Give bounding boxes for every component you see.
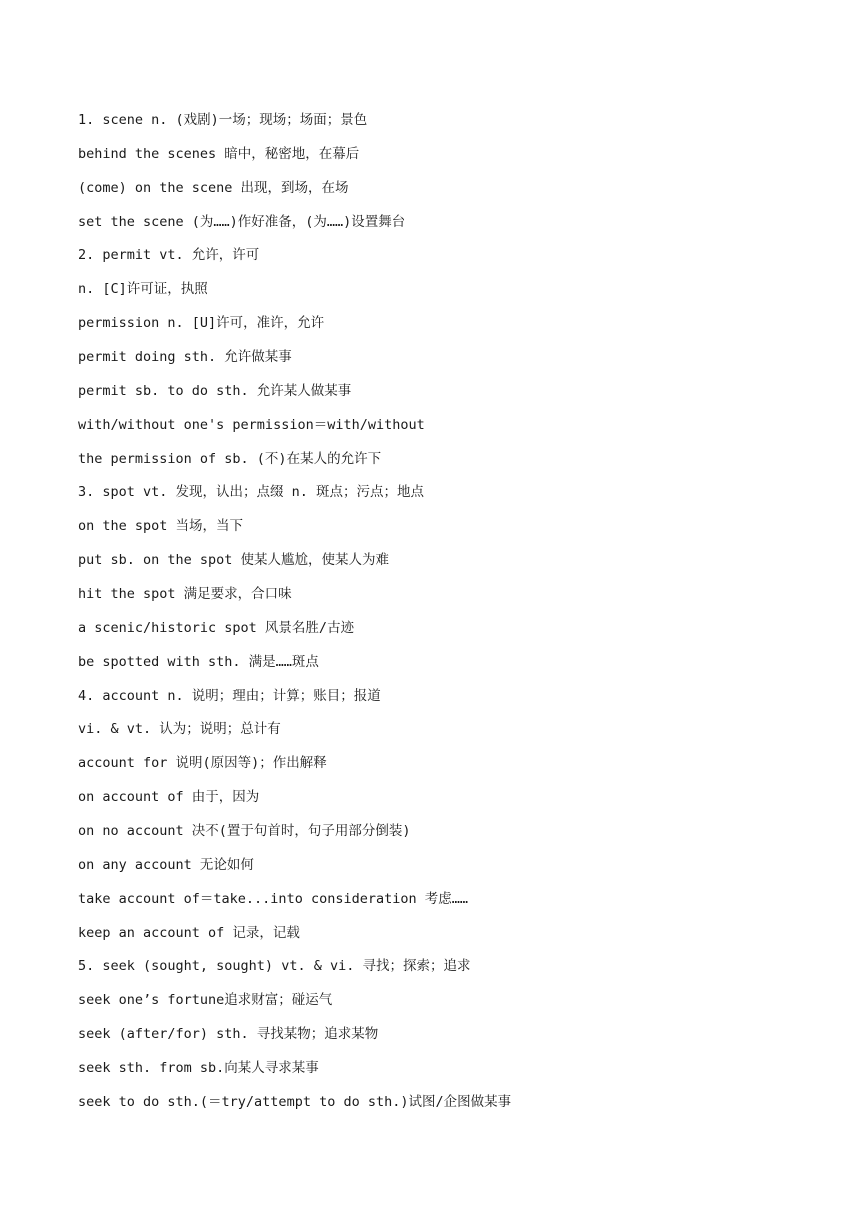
text-line: permit doing sth. 允许做某事 [78, 349, 292, 366]
text-line: the permission of sb. (不)在某人的允许下 [78, 450, 382, 467]
vocabulary-list [78, 108, 798, 1124]
text-line: seek sth. from sb.向某人寻求某事 [78, 1060, 319, 1077]
text-line: set the scene (为……)作好准备，(为……)设置舞台 [78, 213, 406, 230]
text-line: with/without one's permission＝with/without [78, 416, 425, 433]
text-line: 1. scene n. (戏剧)一场；现场；场面；景色 [78, 112, 368, 128]
text-line: (come) on the scene 出现，到场，在场 [78, 179, 349, 196]
text-line: be spotted with sth. 满是……斑点 [78, 653, 319, 670]
text-line: on no account 决不(置于句首时，句子用部分倒装) [78, 823, 411, 840]
text-line: put sb. on the spot 使某人尴尬，使某人为难 [78, 552, 390, 569]
text-line: hit the spot 满足要求，合口味 [78, 586, 292, 603]
text-line: 3. spot vt. 发现，认出；点缀 n. 斑点；污点；地点 [78, 484, 425, 501]
text-line: a scenic/historic spot 风景名胜/古迹 [78, 619, 355, 636]
text-line: account for 说明(原因等)；作出解释 [78, 755, 327, 772]
text-line: on account of 由于，因为 [78, 789, 260, 806]
text-line: n. [C]许可证，执照 [78, 281, 208, 298]
text-line: on the spot 当场，当下 [78, 518, 244, 535]
text-line: permit sb. to do sth. 允许某人做某事 [78, 382, 352, 399]
text-line: 2. permit vt. 允许，许可 [78, 247, 260, 264]
text-line: behind the scenes 暗中，秘密地，在幕后 [78, 145, 360, 162]
text-line: seek (after/for) sth. 寻找某物；追求某物 [78, 1026, 379, 1043]
text-line: seek to do sth.(＝try/attempt to do sth.)试图/企图做某事 [78, 1093, 512, 1110]
text-line: 5. seek (sought, sought) vt. & vi. 寻找；探索；追求 [78, 958, 471, 975]
text-line: on any account 无论如何 [78, 856, 254, 873]
text-line: seek one’s fortune追求财富；碰运气 [78, 992, 333, 1009]
text-line: permission n. [U]许可，准许，允许 [78, 315, 325, 332]
text-line: vi. & vt. 认为；说明；总计有 [78, 721, 281, 738]
text-line: 4. account n. 说明；理由；计算；账目；报道 [78, 687, 381, 704]
text-line: take account of＝take...into consideration 考虑…… [78, 890, 468, 907]
text-line: keep an account of 记录，记载 [78, 924, 300, 941]
